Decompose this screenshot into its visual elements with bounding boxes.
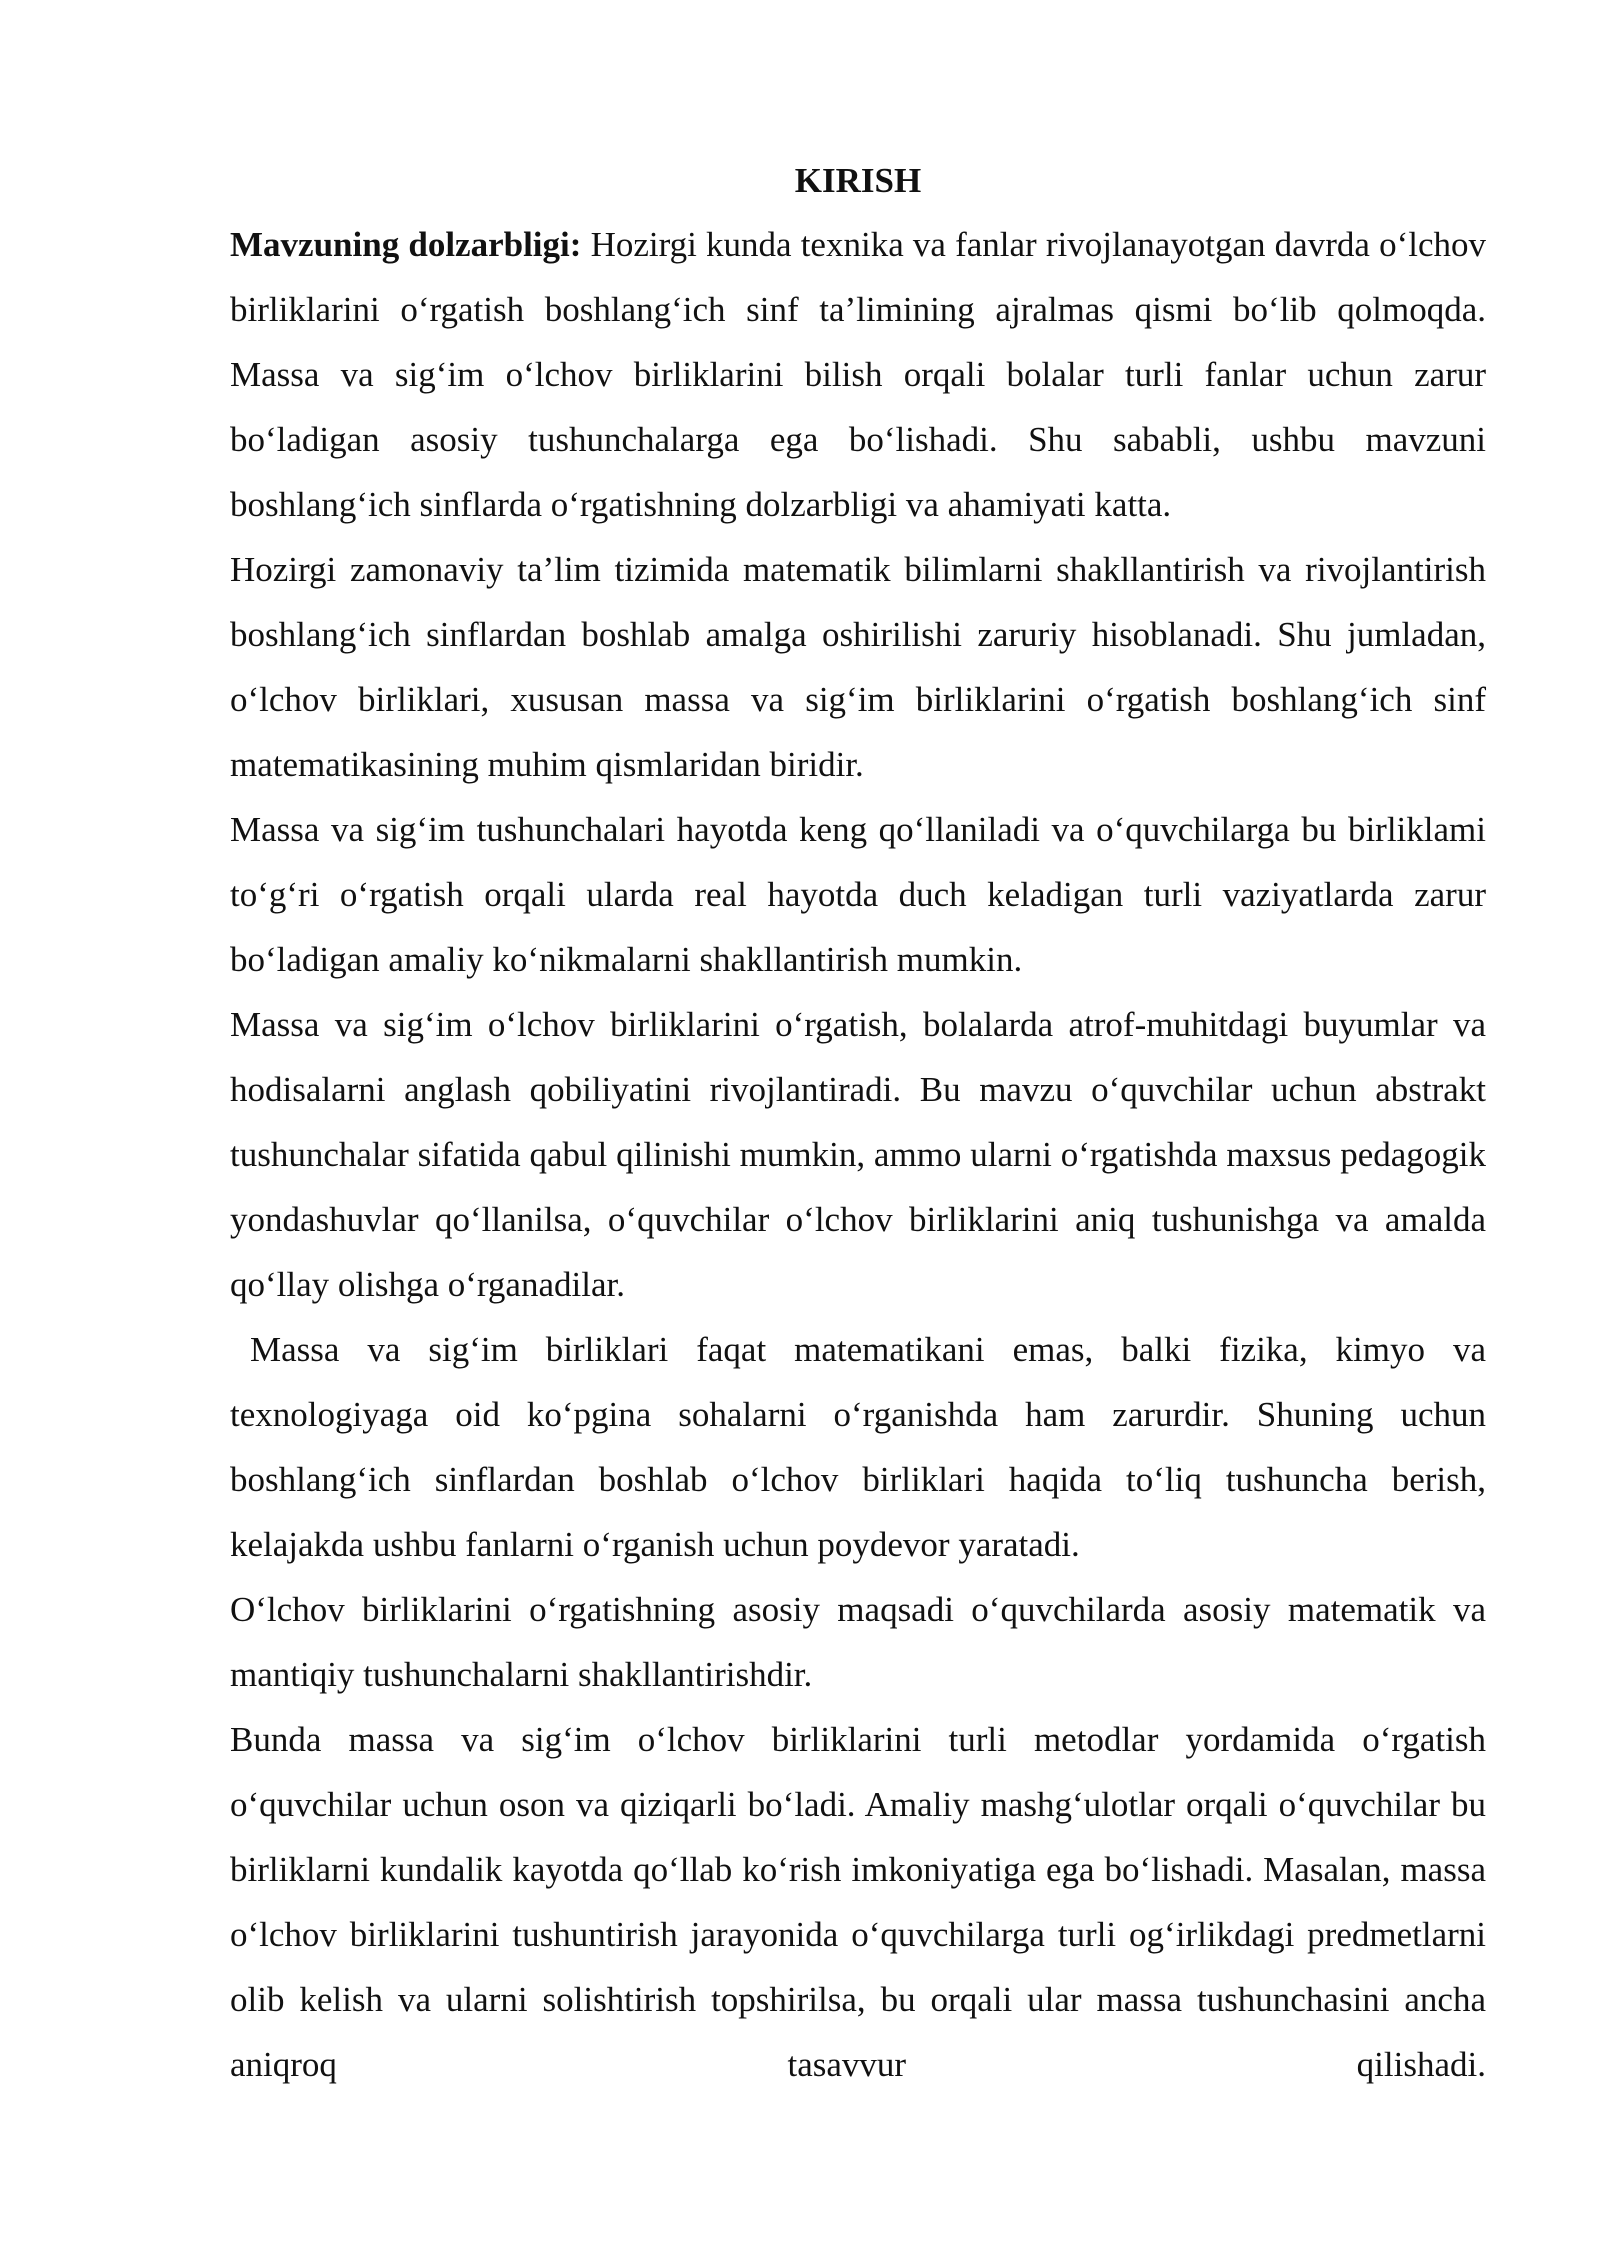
paragraph-3: Massa va sig‘im o‘lchov birliklarini o‘rgatish, bolalarda atrof-muhitdagi buyumlar va hodisalarni anglash qobiliyatini rivojlantiradi. Bu mavzu o‘quvchilar uchun abstrakt tushunchalar sifatida qabul qilinishi mumkin, ammo ularni o‘rgatishda maxsus pedagogik yondashuvlar qo‘llanilsa, o‘quvchilar o‘lchov birliklarini aniq tushunishga va amalda qo‘llay olishga o‘rganadilar. (230, 1005, 1486, 1304)
paragraph-1: Hozirgi zamonaviy ta’lim tizimida matematik bilimlarni shakllantirish va rivojlantirish boshlang‘ich sinflardan boshlab amalga oshirilishi zaruriy hisoblanadi. Shu jumladan, o‘lchov birliklari, xususan massa va sig‘im birliklarini o‘rgatish boshlang‘ich sinf matematikasining muhim qismlaridan biridir. (230, 550, 1486, 784)
paragraph-2: Massa va sig‘im tushunchalari hayotda keng qo‘llaniladi va o‘quvchilarga bu birliklami to‘g‘ri o‘rgatish orqali ularda real hayotda duch keladigan turli vaziyatlarda zarur bo‘ladigan amaliy ko‘nikmalarni shakllantirish mumkin. (230, 810, 1486, 979)
paragraph-5: O‘lchov birliklarini o‘rgatishning asosiy maqsadi o‘quvchilarda asosiy matematik va mantiqiy tushunchalarni shakllantirishdir. (230, 1590, 1486, 1694)
intro-paragraph (230, 212, 1486, 537)
intro-text: Hozirgi kunda texnika va fanlar rivojlanayotgan davrda o‘lchov birliklarini o‘rgatish boshlang‘ich sinf ta’limining ajralmas qismi bo‘lib qolmoqda. Massa va sig‘im o‘lchov birliklarini bilish orqali bolalar turli fanlar uchun zarur bo‘ladigan asosiy tushunchalarga ega bo‘lishadi. Shu sababli, ushbu mavzuni boshlang‘ich sinflarda o‘rgatishning dolzarbligi va ahamiyati katta. (230, 225, 1486, 524)
paragraph-6: Bunda massa va sig‘im o‘lchov birliklarini turli metodlar yordamida o‘rgatish o‘quvchilar uchun oson va qiziqarli bo‘ladi. Amaliy mashg‘ulotlar orqali o‘quvchilar bu birliklarni kundalik kayotda qo‘llab ko‘rish imkoniyatiga ega bo‘lishadi. Masalan, massa o‘lchov birliklarini tushuntirish jarayonida o‘quvchilarga turli og‘irlikdagi predmetlarni olib kelish va ularni solishtirish topshirilsa, bu orqali ular massa tushunchasini ancha aniqroq tasavvur qilishadi. (230, 1720, 1486, 2084)
intro-lead: Mavzuning dolzarbligi: (230, 225, 582, 264)
document-page (230, 150, 1486, 2097)
document-title: KIRISH (794, 161, 922, 200)
paragraph-4: Massa va sig‘im birliklari faqat matematikani emas, balki fizika, kimyo va texnologiyaga oid ko‘pgina sohalarni o‘rganishda ham zarurdir. Shuning uchun boshlang‘ich sinflardan boshlab o‘lchov birliklari haqida to‘liq tushuncha berish, kelajakda ushbu fanlarni o‘rganish uchun poydevor yaratadi. (230, 1330, 1486, 1564)
